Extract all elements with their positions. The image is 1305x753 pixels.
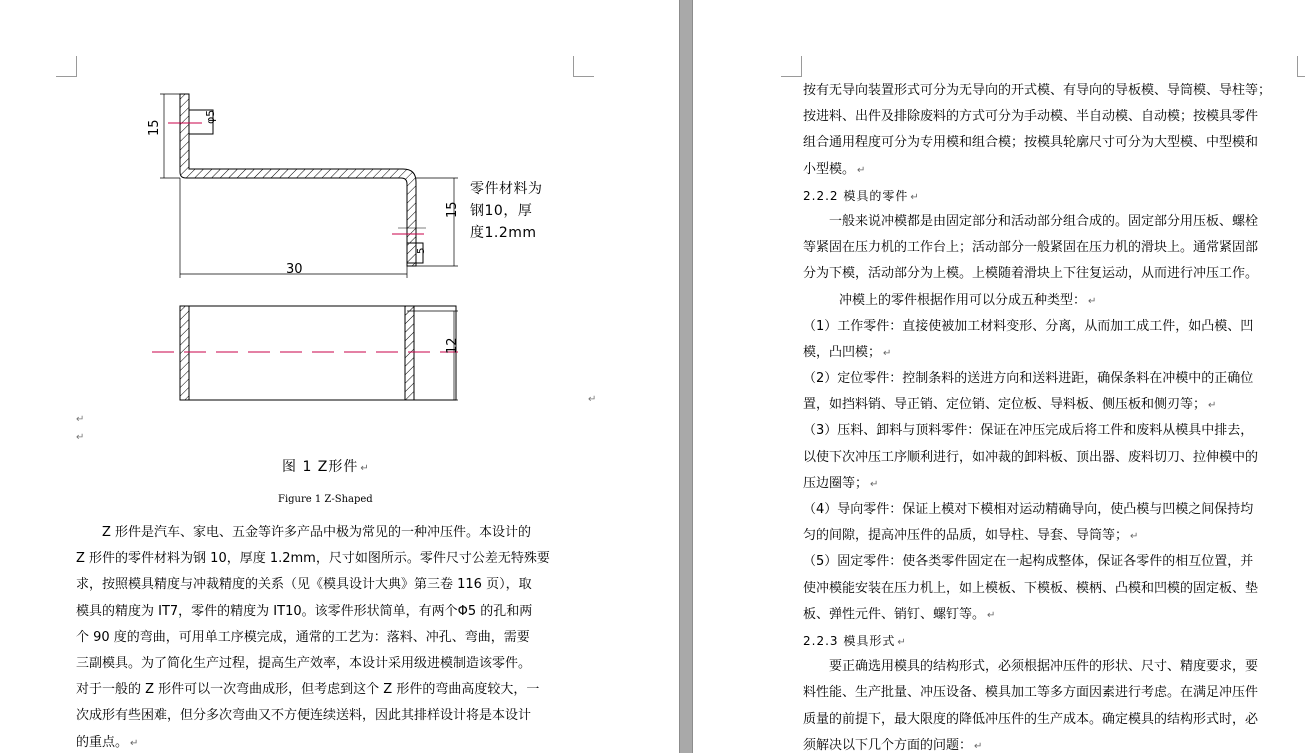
text-line: 冲模上的零件根据作用可以分成五种类型： ↵ (839, 292, 1097, 308)
text-line: 须解决以下几个方面的问题： ↵ (803, 737, 983, 753)
document-page-right (693, 0, 1305, 753)
text-line: Z 形件是汽车、家电、五金等许多产品中极为常见的一种冲压件。本设计的 (102, 525, 532, 540)
material-note-line: 零件材料为 (470, 181, 543, 197)
material-note-line: 钢10，厚 (470, 203, 533, 219)
text-line: 要正确选用模具的结构形式，必须根据冲压件的形状、尺寸、精度要求，要 (829, 659, 1259, 675)
text-line: （1）工作零件：直接使被加工材料变形、分离，从而加工成工件，如凸模、凹 (803, 318, 1254, 334)
text-line: 个 90 度的弯曲，可用单工序模完成，通常的工艺为：落料、冲孔、弯曲，需要 (76, 629, 530, 645)
z-part-drawing (140, 88, 470, 408)
text-line: 等紧固在压力机的工作台上；活动部分一般紧固在压力机的滑块上。通常紧固部 (803, 240, 1259, 256)
text-line: 模，凸凹模； ↵ (803, 344, 892, 360)
figure-caption: 图 1 Z形件 ↵ (282, 459, 370, 475)
dim-label-width: 12 (445, 337, 460, 354)
page-corner-mark (1297, 56, 1305, 77)
text-line: 置，如挡料销、导正销、定位销、定位板、导料板、侧压板和侧刃等； ↵ (803, 397, 1217, 413)
text-line: （4）导向零件：保证上模对下模相对运动精确导向，使凸模与凹模之间保持均 (803, 502, 1254, 517)
paragraph-mark: ↵ (76, 414, 85, 425)
dim-label-top-left: 15 (147, 119, 162, 136)
text-line: 按进料、出件及排除废料的方式可分为手动模、半自动模、自动模；按模具零件 (803, 109, 1259, 125)
text-line: 按有无导向装置形式可分为无导向的开式模、有导向的导板模、导筒模、导柱等； (803, 83, 1272, 98)
dim-label-bottom: 30 (286, 262, 303, 277)
page-corner-mark (573, 56, 594, 77)
dim-label-small: 5 (416, 247, 427, 254)
paragraph-mark: ↵ (76, 432, 85, 443)
right-page-body (803, 78, 1299, 753)
text-line: 分为下模，活动部分为上模。上模随着滑块上下往复运动，从而进行冲压工作。 (803, 266, 1259, 282)
text-line: （5）固定零件：使各类零件固定在一起构成整体，保证各零件的相互位置，并 (803, 554, 1254, 570)
text-line: 对于一般的 Z 形件可以一次弯曲成形，但考虑到这个 Z 形件的弯曲高度较大，一 (76, 682, 540, 698)
material-note-line: 度1.2mm (470, 225, 537, 241)
text-line: 质量的前提下，最大限度的降低冲压件的生产成本。确定模具的结构形式时，必 (803, 711, 1259, 727)
page-gap (679, 0, 693, 753)
text-line: 压边圈等； ↵ (803, 475, 879, 491)
text-line: 小型模。 ↵ (803, 161, 866, 177)
text-line: 求，按照模具精度与冲裁精度的关系（见《模具设计大典》第三卷 116 页），取 (76, 577, 532, 593)
text-line: 一般来说冲模都是由固定部分和活动部分组合成的。固定部分用压板、螺栓 (829, 213, 1259, 229)
z-top-view (180, 306, 456, 400)
text-line: 匀的间隙，提高冲压件的品质，如导柱、导套、导筒等； ↵ (803, 528, 1139, 544)
material-note (470, 178, 543, 244)
text-line: （3）压料、卸料与顶料零件：保证在冲压完成后将工件和废料从模具中排去， (803, 423, 1254, 439)
left-page-body (76, 520, 574, 753)
text-line: 使冲模能安装在压力机上，如上模板、下模板、模柄、凸模和凹模的固定板、垫 (803, 580, 1259, 596)
text-line: 的重点。 ↵ (76, 734, 139, 750)
dim-label-right: 15 (445, 201, 460, 218)
dim-label-hole: φ5 (204, 109, 217, 124)
text-line: 三副模具。为了简化生产过程，提高生产效率，本设计采用级进模制造该零件。 (76, 655, 532, 671)
page-corner-mark (781, 56, 802, 77)
text-line: 以使下次冲压工序顺利进行，如冲裁的卸料板、顶出器、废料切刀、拉伸模中的 (803, 449, 1259, 465)
text-line: Z 形件的零件材料为钢 10，厚度 1.2mm，尺寸如图所示。零件尺寸公差无特殊要 (76, 551, 550, 567)
text-line: （2）定位零件：控制条料的送进方向和送料进距，确保条料在冲模中的正确位 (803, 371, 1254, 387)
section-heading: 2.2.3 模具形式 ↵ (803, 633, 907, 648)
paragraph-mark: ↵ (588, 394, 597, 405)
text-line: 板、弹性元件、销钉、螺钉等。 ↵ (803, 606, 996, 622)
figure-caption-english: Figure 1 Z-Shaped (278, 494, 373, 505)
text-line: 料性能、生产批量、冲压设备、模具加工等多方面因素进行考虑。在满足冲压件 (803, 685, 1259, 701)
text-line: 模具的精度为 IT7，零件的精度为 IT10。该零件形状简单，有两个Φ5 的孔和两 (76, 603, 533, 619)
page-corner-mark (56, 56, 77, 77)
text-line: 次成形有些困难，但分多次弯曲又不方便连续送料，因此其排样设计将是本设计 (76, 708, 532, 724)
text-line: 组合通用程度可分为专用模和组合模；按模具轮廓尺寸可分为大型模、中型模和 (803, 135, 1259, 151)
section-heading: 2.2.2 模具的零件 ↵ (803, 188, 920, 203)
